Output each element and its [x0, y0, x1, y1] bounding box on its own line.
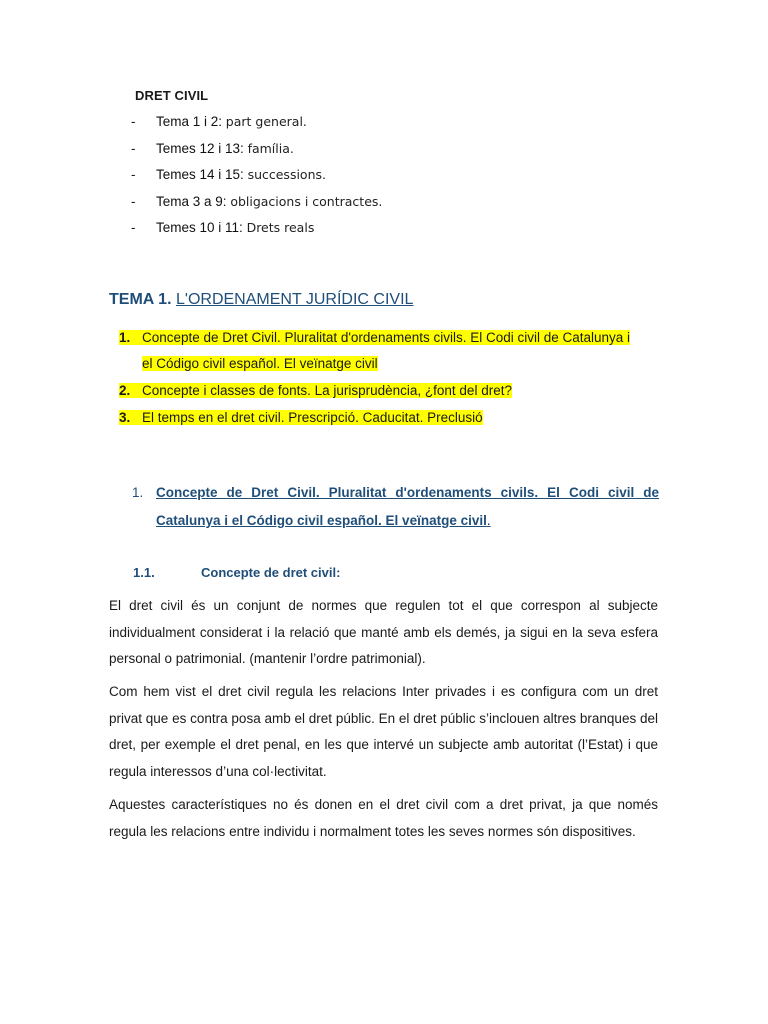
topic-item: [131, 141, 294, 156]
subsection-number: 1.1.: [133, 565, 155, 580]
topic-description: successions.: [247, 167, 326, 182]
topic-description: família.: [247, 141, 294, 156]
tema-name: L'ORDENAMENT JURÍDIC CIVIL: [175, 291, 414, 308]
topic-range: Temes 14 i 15:: [156, 167, 244, 182]
outline-item: [119, 330, 630, 345]
topic-item: [131, 194, 382, 209]
outline-item: [119, 410, 483, 425]
topic-range: Temes 12 i 13:: [156, 141, 244, 156]
outline-text: El temps en el dret civil. Prescripció. Caducitat. Preclusió: [142, 410, 483, 425]
topic-range: Tema 1 i 2:: [156, 114, 223, 129]
list-dash: -: [131, 141, 136, 156]
section-title: Concepte de Dret Civil. Pluralitat d'ordenaments civils. El Codi civil de Catalunya i el Código civil español. El veïnatge civil: [156, 485, 659, 528]
outline-item: [119, 383, 512, 398]
subject-heading: DRET CIVIL: [135, 88, 209, 103]
list-dash: -: [131, 220, 136, 235]
outline-number: 3.: [119, 410, 142, 425]
outline-number: 2.: [119, 383, 142, 398]
section-heading: [132, 479, 659, 535]
topic-range: Tema 3 a 9:: [156, 194, 227, 209]
body-paragraph: Com hem vist el dret civil regula les relacions Inter privades i es configura com un dret privat que es contra posa amb el dret públic. En el dret públic s’inclouen altres branques del dret, per exemple el dret penal, en les que intervé un subjecte amb autoritat (l’Estat) i que regula interessos d’una col·lectivitat.: [109, 684, 658, 779]
section-number: 1.: [132, 485, 144, 500]
topic-description: Drets reals: [246, 220, 315, 235]
outline-text: el Código civil español. El veïnatge civil: [142, 356, 378, 371]
outline-item-continuation: [142, 356, 378, 371]
section-title-wrap: [156, 479, 659, 535]
list-dash: -: [131, 114, 136, 129]
outline-text: Concepte i classes de fonts. La jurisprudència, ¿font del dret?: [142, 383, 512, 398]
body-paragraph: El dret civil és un conjunt de normes que regulen tot el que correspon al subjecte individualment considerat i la relació que manté amb els demés, ja sigui en la seva esfera personal o patrimonial. (mantenir l’ordre patrimonial).: [109, 598, 658, 666]
body-paragraph: Aquestes característiques no és donen en el dret civil com a dret privat, ja que només regula les relacions entre individu i normalment totes les seves normes són dispositives.: [109, 797, 658, 839]
tema-number: TEMA 1.: [109, 291, 172, 308]
topic-item: [131, 167, 326, 182]
section-trailing-period: .: [486, 513, 491, 528]
topic-range: Temes 10 i 11:: [156, 220, 243, 235]
subsection-heading: [133, 565, 340, 580]
outline-text: Concepte de Dret Civil. Pluralitat d'ordenaments civils. El Codi civil de Catalunya i: [142, 330, 631, 345]
tema-title: [109, 291, 413, 309]
subsection-title: Concepte de dret civil:: [201, 565, 341, 580]
topic-description: part general.: [225, 114, 307, 129]
list-dash: -: [131, 194, 136, 209]
topic-item: [131, 220, 314, 235]
outline-number: 1.: [119, 330, 142, 345]
topic-description: obligacions i contractes.: [230, 194, 383, 209]
list-dash: -: [131, 167, 136, 182]
topic-item: [131, 114, 307, 129]
